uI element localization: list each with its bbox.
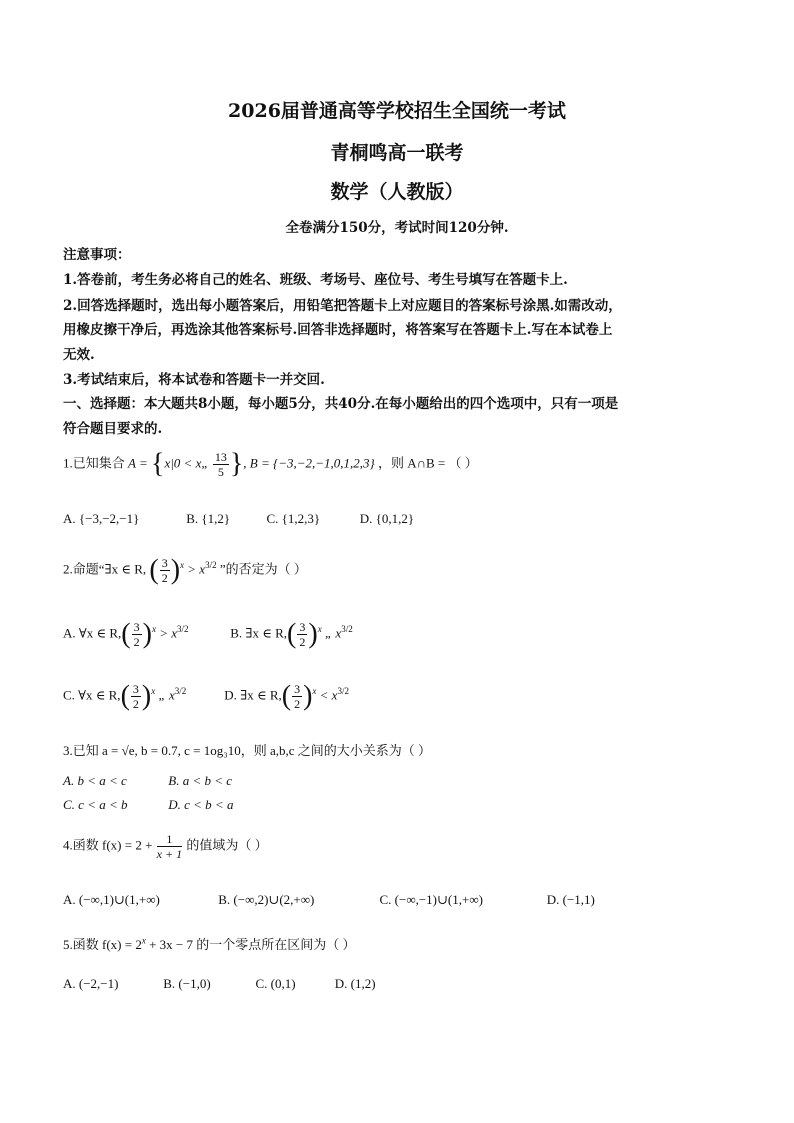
q2-option-d-rel: < x xyxy=(319,687,338,703)
q5-option-d[interactable]: D. (1,2) xyxy=(334,976,376,991)
q2-option-d-pre: D. ∃x ∈ R, xyxy=(224,687,282,703)
q2-b-fraction xyxy=(297,620,307,649)
q2-a-exp-32: 3/2 xyxy=(176,624,189,635)
question-2-options-ab xyxy=(63,620,353,649)
q2-paren-close: ) xyxy=(170,554,181,586)
section-line-2: 符合题目要求的. xyxy=(63,421,163,437)
note-2a: 2.回答选择题时，选出每小题答案后，用铅笔把答题卡上对应题目的答案标号涂黑.如需改动， xyxy=(63,298,622,314)
q5-option-b[interactable]: B. (−1,0) xyxy=(163,976,211,991)
q2-stem-rel: > x xyxy=(187,561,206,577)
q2-a-exp-x: x xyxy=(151,624,156,635)
q2-b-exp-x: x xyxy=(317,624,322,635)
q2-d-paren-open: ( xyxy=(281,680,292,712)
q5-stem-pre: 5.函数 f(x) = 2 xyxy=(63,937,142,952)
q2-b-frac-num: 3 xyxy=(299,620,306,634)
exam-title: 2026届普通高等学校招生全国统一考试 xyxy=(228,100,566,122)
q5-option-a[interactable]: A. (−2,−1) xyxy=(63,976,119,991)
note-2c: 无效. xyxy=(63,347,95,363)
q2-frac-num: 3 xyxy=(161,556,168,570)
q2-d-fraction xyxy=(292,682,302,711)
q2-fraction xyxy=(160,556,170,585)
subject-title: 数学（人教版） xyxy=(330,181,464,203)
q1-option-d[interactable]: D. {0,1,2} xyxy=(359,511,415,526)
question-4-options xyxy=(63,892,595,908)
question-2-options-cd xyxy=(63,682,349,711)
q2-d-frac-den: 2 xyxy=(294,697,301,711)
q5-option-c[interactable]: C. (0,1) xyxy=(255,976,296,991)
q1-prefix: 1.已知集合 xyxy=(63,455,125,471)
q2-d-paren-close: ) xyxy=(303,680,313,712)
q2-c-exp-x: x xyxy=(151,686,156,697)
q1-setb: , B = {−3,−2,−1,0,1,2,3} xyxy=(243,455,375,471)
q4-fraction xyxy=(157,832,182,861)
q2-d-exp-32: 3/2 xyxy=(337,686,349,697)
q3-option-b[interactable]: B. a < b < c xyxy=(168,773,233,788)
q2-d-frac-num: 3 xyxy=(294,682,301,696)
q4-prefix: 4.函数 f(x) = 2 + xyxy=(63,837,153,853)
q2-b-paren-open: ( xyxy=(287,618,297,650)
q1-option-b[interactable]: B. {1,2} xyxy=(186,511,231,526)
question-5-options xyxy=(63,976,376,992)
q4-frac-num: 1 xyxy=(157,832,182,847)
q1-fraction xyxy=(213,450,229,479)
q1-seta-body: x|0 < x„ xyxy=(164,455,209,471)
question-1-stem xyxy=(63,450,478,479)
notes-heading: 注意事项： xyxy=(63,247,131,263)
score-time: 全卷满分150分，考试时间120分钟. xyxy=(285,220,509,236)
q2-option-b-rel: „ x xyxy=(324,625,342,641)
q2-c-paren-close: ) xyxy=(141,680,152,712)
q1-frac-den: 5 xyxy=(217,465,224,479)
q3-option-a[interactable]: A. b < a < c xyxy=(63,773,127,788)
q3-option-c[interactable]: C. c < a < b xyxy=(63,797,128,812)
q2-prefix: 2.命题“∃x ∈ R, xyxy=(63,561,147,577)
q2-option-d[interactable] xyxy=(224,682,349,711)
q1-option-c[interactable]: C. {1,2,3} xyxy=(266,511,321,526)
q1-option-a[interactable]: A. {−3,−2,−1} xyxy=(63,511,140,526)
q5-stem-sup: x xyxy=(141,935,146,946)
q2-d-exp-x: x xyxy=(312,686,317,697)
note-3: 3.考试结束后，将本试卷和答题卡一并交回. xyxy=(63,372,325,388)
exam-subtitle: 青桐鸣高一联考 xyxy=(330,142,464,164)
q4-option-b[interactable]: B. (−∞,2)∪(2,+∞) xyxy=(218,892,315,907)
q2-a-paren-close: ) xyxy=(142,618,152,650)
q3-option-d[interactable]: D. c < b < a xyxy=(168,797,234,812)
q2-b-paren-close: ) xyxy=(308,618,318,650)
q2-option-b-pre: B. ∃x ∈ R, xyxy=(230,625,288,641)
question-5-stem xyxy=(63,934,356,953)
q2-b-exp-32: 3/2 xyxy=(341,624,353,635)
q2-option-c-pre: C. ∀x ∈ R, xyxy=(63,687,121,703)
q2-option-b[interactable] xyxy=(230,620,352,649)
q2-option-c-rel: „ x xyxy=(158,687,175,703)
q2-exp-x: x xyxy=(180,560,185,571)
q1-brace-open: { xyxy=(151,448,165,480)
section-line-1: 一、选择题：本大题共8小题，每小题5分，共40分.在每小题给出的四个选项中，只有一项是 xyxy=(63,396,619,412)
question-3-options-ab xyxy=(63,773,232,789)
q2-stem-exp: 3/2 xyxy=(205,560,217,571)
question-4-stem xyxy=(63,832,268,861)
q4-frac-den: x + 1 xyxy=(156,847,183,861)
q2-a-fraction xyxy=(132,620,142,649)
q2-option-a-pre: A. ∀x ∈ R, xyxy=(63,625,122,641)
q2-a-frac-den: 2 xyxy=(133,635,140,649)
q2-option-a[interactable] xyxy=(63,620,227,649)
q2-a-frac-num: 3 xyxy=(133,620,140,634)
q2-suffix: ”的否定为（ ） xyxy=(219,561,307,577)
q4-option-c[interactable]: C. (−∞,−1)∪(1,+∞) xyxy=(379,892,483,907)
q2-c-frac-den: 2 xyxy=(132,697,139,711)
q1-brace-close: } xyxy=(229,448,244,480)
q2-b-frac-den: 2 xyxy=(299,635,306,649)
q2-a-paren-open: ( xyxy=(121,618,131,650)
q2-option-c[interactable] xyxy=(63,682,221,711)
q4-option-d[interactable]: D. (−1,1) xyxy=(546,892,595,907)
question-3-stem: 3.已知 a = √e, b = 0.7, c = 1og₃10，则 a,b,c 之间的大小关系为（ ） xyxy=(63,743,432,758)
q2-c-exp-32: 3/2 xyxy=(174,686,187,697)
q4-suffix: 的值域为（ ） xyxy=(186,837,268,853)
question-2-stem xyxy=(63,556,307,585)
q4-option-a[interactable]: A. (−∞,1)∪(1,+∞) xyxy=(63,892,160,907)
question-1-options xyxy=(63,511,414,527)
note-2b: 用橡皮擦干净后，再选涂其他答案标号.回答非选择题时，将答案写在答题卡上.写在本试卷上 xyxy=(63,322,613,338)
q2-frac-den: 2 xyxy=(161,571,168,585)
q2-c-frac-num: 3 xyxy=(132,682,139,696)
q2-c-fraction xyxy=(131,682,141,711)
q1-seta-lhs: A = xyxy=(128,455,148,471)
q2-paren-open: ( xyxy=(149,554,159,586)
q1-frac-num: 13 xyxy=(214,450,227,464)
q5-stem-post: + 3x − 7 的一个零点所在区间为（ ） xyxy=(145,937,356,952)
q2-option-a-rel: > x xyxy=(159,625,177,641)
q1-stem-suffix: ，则 A∩B = （ ） xyxy=(377,455,478,471)
q2-c-paren-open: ( xyxy=(120,680,130,712)
note-1: 1.答卷前，考生务必将自己的姓名、班级、考场号、座位号、考生号填写在答题卡上. xyxy=(63,272,568,288)
question-3-options-cd xyxy=(63,797,233,813)
